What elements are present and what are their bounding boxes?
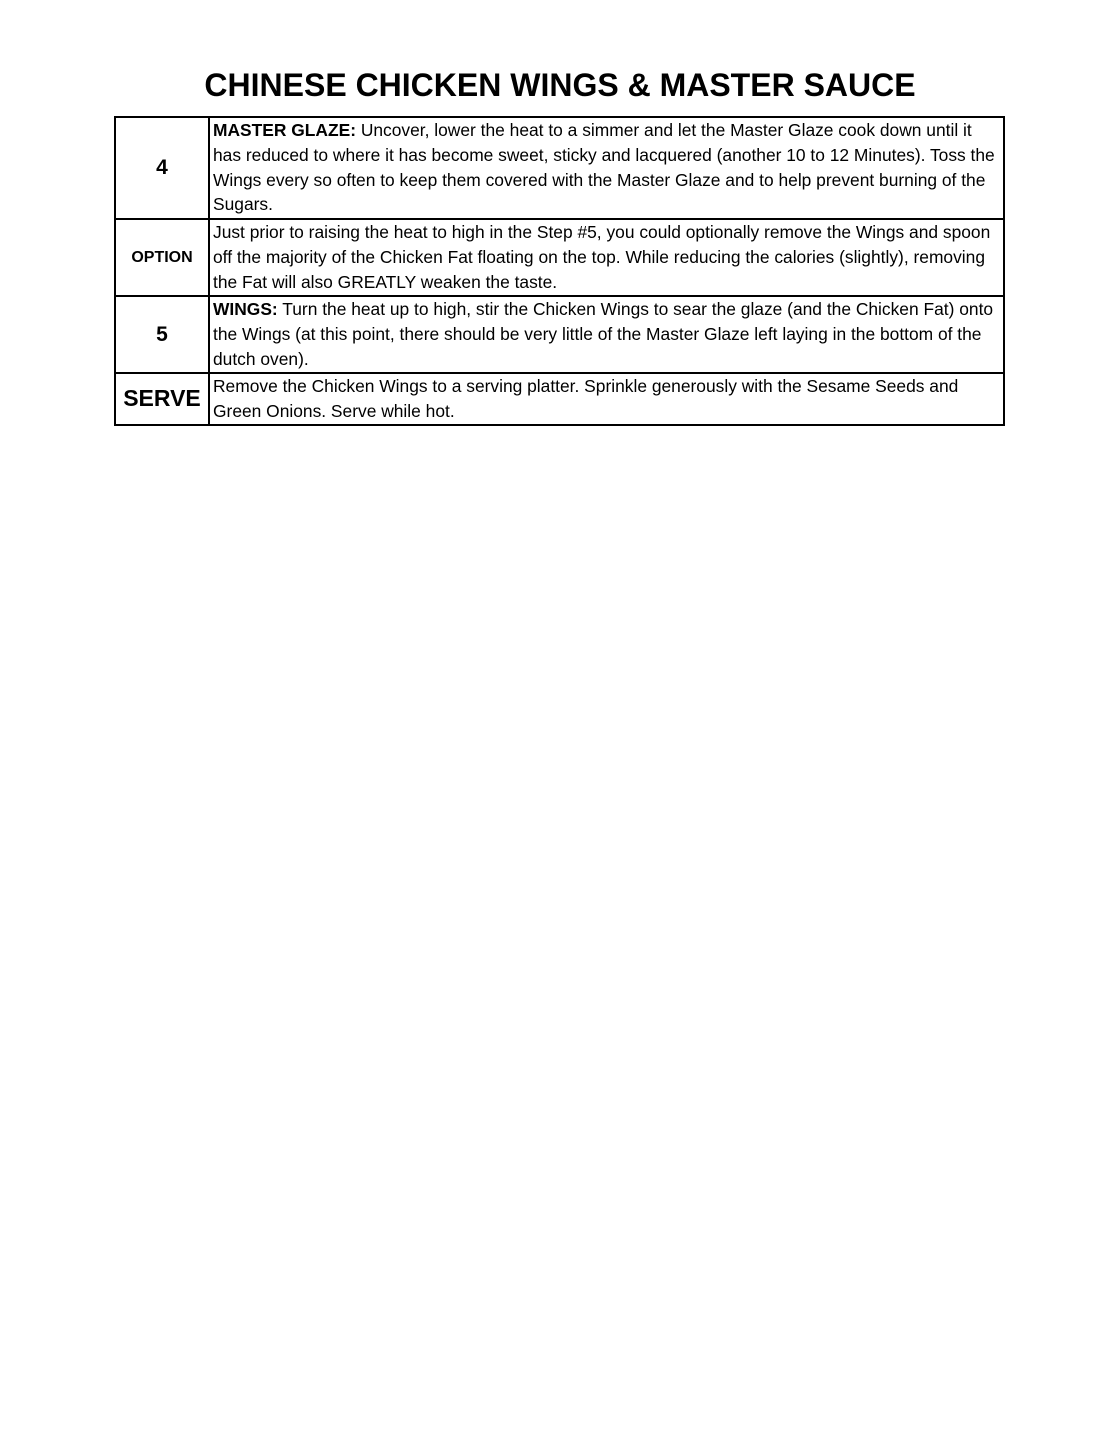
page-title: CHINESE CHICKEN WINGS & MASTER SAUCE [204, 67, 916, 103]
step-label: 4 [115, 117, 209, 219]
step-label: 5 [115, 296, 209, 373]
table-row [115, 219, 1004, 296]
step-body: Remove the Chicken Wings to a serving platter. Sprinkle generously with the Sesame Seeds and Green Onions. Serve while hot. [213, 376, 959, 421]
step-label: SERVE [115, 373, 209, 425]
step-instruction [209, 117, 1004, 219]
step-label: OPTION [115, 219, 209, 296]
step-body: Just prior to raising the heat to high in the Step #5, you could optionally remove the Wings and spoon off the majority of the Chicken Fat floating on the top. While reducing the calories (slightly), removing the Fat will also GREATLY weaken the taste. [213, 222, 991, 292]
step-heading: MASTER GLAZE: [213, 120, 356, 140]
table-row [115, 373, 1004, 425]
recipe-steps-table [114, 116, 1005, 426]
table-row [115, 296, 1004, 373]
step-body: Uncover, lower the heat to a simmer and let the Master Glaze cook down until it has reduced to where it has become sweet, sticky and lacquered (another 10 to 12 Minutes). Toss the Wings every so often to keep them covered with the Master Glaze and to help prevent burning of the Sugars. [213, 120, 995, 215]
step-body: Turn the heat up to high, stir the Chicken Wings to sear the glaze (and the Chicken Fat) onto the Wings (at this point, there should be very little of the Master Glaze left laying in the bottom of the dutch oven). [213, 299, 994, 369]
step-instruction [209, 219, 1004, 296]
table-row [115, 117, 1004, 219]
step-instruction [209, 296, 1004, 373]
step-heading: WINGS: [213, 299, 278, 319]
step-instruction [209, 373, 1004, 425]
